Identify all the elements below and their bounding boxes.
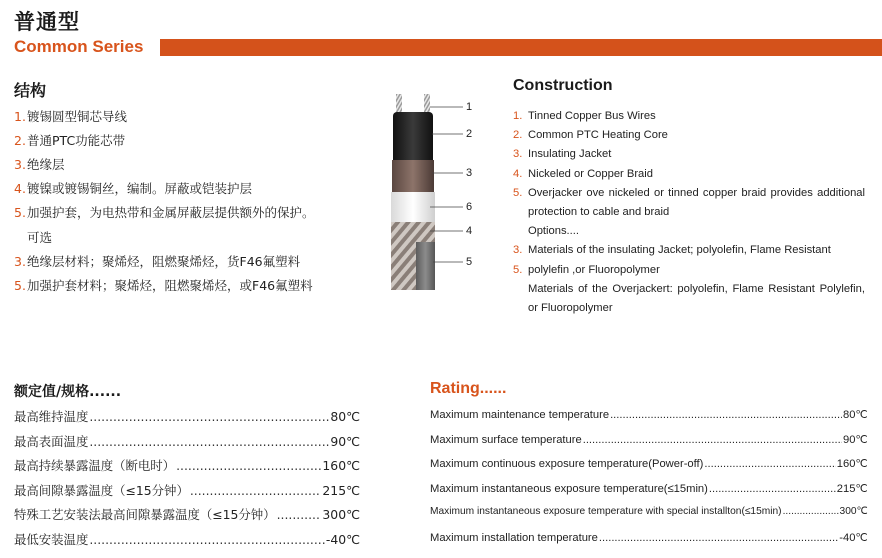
rating-heading-cn: 额定值/规格...... bbox=[14, 384, 122, 400]
list-item: 3. Materials of the insulating Jacket; polyolefin, Flame Resistant bbox=[513, 244, 831, 257]
page-title-cn: 普通型 bbox=[14, 10, 80, 34]
rating-row: 最高持续暴露温度（断电时） ..... 160℃ bbox=[14, 456, 360, 481]
overjacket bbox=[416, 242, 435, 290]
list-item: 1. Tinned Copper Bus Wires bbox=[513, 110, 656, 122]
rating-row: Maximum surface temperature ..... 90℃ bbox=[430, 433, 868, 458]
ptc-core bbox=[393, 112, 433, 164]
list-item: 5. Overjacker ove nickeled or tinned copper braid provides additional protection to cable and braid bbox=[513, 186, 865, 219]
rating-row: 特殊工艺安装法最高间隙暴露温度（≤15分钟） ..... 300℃ bbox=[14, 505, 360, 530]
rating-row: Maximum installation temperature ..... -40℃ bbox=[430, 531, 868, 556]
list-item: 5. 加强护套材料；聚烯烃，阻燃聚烯烃，或F46氟塑料 bbox=[14, 278, 313, 293]
list-item: 4. Nickeled or Copper Braid bbox=[513, 167, 653, 180]
rating-heading-en: Rating...... bbox=[430, 380, 507, 397]
diagram-label-2: 2 bbox=[466, 128, 473, 140]
list-item: 3. 绝缘层 bbox=[14, 157, 65, 172]
construction-heading-cn: 结构 bbox=[14, 81, 47, 100]
page-title-en: Common Series bbox=[14, 37, 144, 56]
diagram-label-5: 5 bbox=[466, 256, 473, 268]
list-item: 3. 绝缘层材料；聚烯烃，阻燃聚烯烃，货F46氟塑料 bbox=[14, 254, 301, 269]
list-item: Options.... bbox=[528, 225, 579, 238]
rating-table-en bbox=[430, 408, 868, 555]
diagram-label-6: 6 bbox=[466, 201, 473, 213]
diagram-label-1: 1 bbox=[466, 101, 473, 113]
title-accent-bar bbox=[160, 39, 882, 56]
list-item: 2. 普通PTC功能芯带 bbox=[14, 133, 126, 148]
diagram-label-3: 3 bbox=[466, 167, 473, 179]
rating-table-cn bbox=[14, 407, 360, 554]
diagram-label-4: 4 bbox=[466, 225, 473, 237]
list-item: 2. Common PTC Heating Core bbox=[513, 129, 668, 142]
list-item: 5. 加强护套，为电热带和金属屏蔽层提供额外的保护。 可选 bbox=[14, 205, 315, 245]
construction-list-cn bbox=[14, 108, 374, 301]
list-item: 3. Insulating Jacket bbox=[513, 148, 612, 161]
rating-row: Maximum continuous exposure temperature(Power-off) ..... 160℃ bbox=[430, 457, 868, 482]
construction-heading-en: Construction bbox=[513, 77, 613, 94]
rating-row: Maximum instantaneous exposure temperature(≤15min) ..... 215℃ bbox=[430, 482, 868, 507]
list-item: Materials of the Overjackert: polyolefin, Flame Resistant Polylefin, or Fluoropolymer bbox=[528, 282, 865, 315]
rating-row: Maximum instantaneous exposure temperature with special installton(≤15min) ..... 300℃ bbox=[430, 506, 868, 531]
rating-row: 最低安装温度 ..... -40℃ bbox=[14, 530, 360, 555]
rating-row: 最高维持温度 ..... 80℃ bbox=[14, 407, 360, 432]
construction-list-en bbox=[513, 107, 865, 318]
list-item: 5. polylefin ,or Fluoropolymer bbox=[513, 263, 660, 276]
rating-row: Maximum maintenance temperature ..... 80℃ bbox=[430, 408, 868, 433]
list-item: 4. 镀镍或镀锡铜丝，编制。屏蔽或铠装护层 bbox=[14, 181, 253, 196]
list-item: 1. 镀锡圆型铜芯导线 bbox=[14, 109, 128, 124]
rating-row: 最高间隙暴露温度（≤15分钟） ..... 215℃ bbox=[14, 481, 360, 506]
insulating-jacket bbox=[392, 160, 434, 196]
rating-row: 最高表面温度 ..... 90℃ bbox=[14, 432, 360, 457]
